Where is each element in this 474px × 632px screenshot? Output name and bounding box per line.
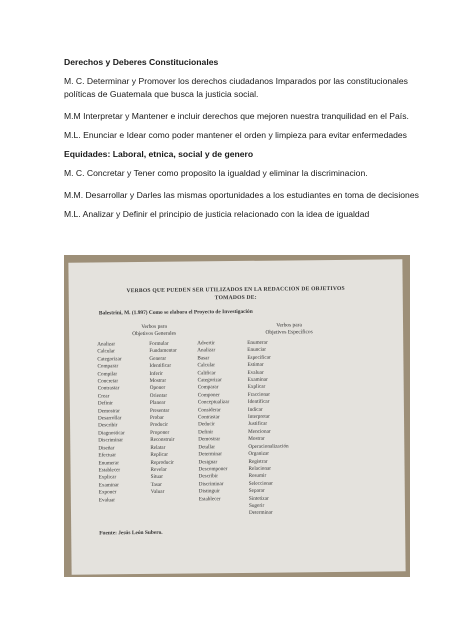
verb-item: Revelar xyxy=(150,466,167,473)
verb-item: Basar xyxy=(197,355,210,362)
verb-item: Categorizar xyxy=(97,356,122,363)
verb-item: Fundamentar xyxy=(149,348,177,355)
heading-rights: Derechos y Deberes Constitucionales xyxy=(64,57,219,67)
verb-item: Examinar xyxy=(98,481,119,489)
verb-item: Presentar xyxy=(149,407,170,414)
verb-item: Generar xyxy=(149,355,167,362)
verb-item: Indicar xyxy=(247,406,263,413)
paragraph-5: M.M. Desarrollar y Darles las mismas oportunidades a los estudiantes en toma de decisiones xyxy=(64,190,419,200)
verb-item: Contrastar xyxy=(97,385,120,392)
verb-item: Crear xyxy=(97,393,110,400)
verb-item: Calcular xyxy=(197,362,216,369)
paragraph-2: M.M Interpretar y Mantener e incluir derechos que mejoren nuestra tranquilidad en el País. xyxy=(64,111,409,121)
paragraph-1-line-1: M. C. Determinar y Promover los derechos ciudadanos Imparados por las constitucionales xyxy=(64,76,408,86)
verb-item: Interpretar xyxy=(247,413,270,420)
verb-item: Orientar xyxy=(149,392,168,399)
header-general-objectives xyxy=(109,323,199,338)
verb-item: Operacionalización xyxy=(248,443,289,450)
verb-item: Formular xyxy=(149,340,169,347)
verb-item: Componer xyxy=(197,392,220,399)
verb-item: Calificar xyxy=(197,369,216,377)
verb-item: Probar xyxy=(149,414,164,421)
verb-item: Describir xyxy=(198,473,218,480)
paragraph-6: M.L. Analizar y Definir el principio de justicia relacionado con la idea de igualdad xyxy=(64,209,370,219)
verb-item: Demostrar xyxy=(97,407,120,415)
verb-item: Examinar xyxy=(247,376,268,383)
verb-item: Describir xyxy=(98,422,118,429)
verb-item: Analizar xyxy=(197,347,216,354)
verb-item: Explicar xyxy=(98,474,117,481)
verb-item: Definir xyxy=(198,429,214,436)
verb-item: Mostrar xyxy=(149,377,167,384)
verb-item: Replicar xyxy=(150,451,169,459)
verb-item: Estimar xyxy=(247,361,264,369)
verb-item: Designar xyxy=(198,458,218,465)
verb-item: Analizar xyxy=(97,341,116,348)
verb-item: Categorizar xyxy=(197,377,222,384)
verb-item: Inferir xyxy=(149,370,163,377)
verb-item: Enumerar xyxy=(247,339,268,346)
verb-item: Sugerir xyxy=(248,502,265,509)
verb-item: Efectuar xyxy=(98,452,117,459)
photo-title-line-2: TOMADOS DE: xyxy=(214,294,257,302)
verb-item: Separar xyxy=(248,487,265,495)
verb-item: Seleccionar xyxy=(248,480,273,487)
photo-subtitle: Balestrini, M. (1.997) Como se elabora el Proyecto de Investigación xyxy=(98,308,253,317)
paragraph-1-line-2: políticas de Guatemala que busca la justicia social. xyxy=(64,89,259,99)
verb-item: Reproducir xyxy=(150,459,174,466)
verb-item: Contrastar xyxy=(197,414,220,421)
column-specific-2 xyxy=(247,339,289,517)
verb-item: Relatar xyxy=(150,444,166,451)
verb-item: Enumerar xyxy=(98,459,119,466)
verb-item: Oponer xyxy=(149,385,166,392)
photo-paper-sheet xyxy=(68,259,405,574)
header-general-text: Verbos para Objetivos Generales xyxy=(132,323,177,337)
verb-item: Organizar xyxy=(248,450,270,457)
verb-item: Discriminar xyxy=(198,480,224,488)
verb-item: Detallar xyxy=(198,443,216,451)
verb-item: Situar xyxy=(150,474,164,481)
verb-item: Identificar xyxy=(247,398,270,406)
column-specific-1 xyxy=(197,340,230,503)
verb-item: Determinar xyxy=(198,451,223,458)
verb-item: Demostrar xyxy=(198,436,221,443)
verb-item: Especificar xyxy=(247,354,271,361)
verb-item: Identificar xyxy=(149,362,172,370)
verb-item: Conceptualizar xyxy=(197,399,230,406)
column-general-2 xyxy=(149,341,178,497)
verb-item: Justificar xyxy=(248,421,268,428)
paragraph-3: M.L. Enunciar e Idear como poder mantener el orden y limpieza para evitar enfermedades xyxy=(64,130,407,140)
verb-item: Mencionar xyxy=(248,428,271,435)
verb-item: Planear xyxy=(149,399,166,407)
verbs-table-photo xyxy=(64,255,410,577)
verb-item: Enunciar xyxy=(247,347,267,354)
verb-item: Considerar xyxy=(197,406,221,414)
verb-item: Comparar xyxy=(97,363,119,370)
verb-item: Exponer xyxy=(98,489,117,496)
verb-item: Evaluar xyxy=(247,369,264,376)
verb-item: Mostrar xyxy=(248,435,265,443)
verb-item: Relacionar xyxy=(248,465,272,472)
header-specific-text: Verbos para Objetivos Específicos xyxy=(265,322,313,336)
verb-item: Calcular xyxy=(97,348,115,355)
header-specific-objectives xyxy=(244,322,334,337)
verb-item: Descomponer xyxy=(198,466,228,473)
verb-item: Establecer xyxy=(98,467,121,474)
verb-item: Evaluar xyxy=(98,496,116,503)
verb-item: Distinguir xyxy=(198,488,220,495)
verb-item: Resumir xyxy=(248,473,267,480)
verb-item: Diseñar xyxy=(98,444,115,452)
verb-item: Deducir xyxy=(198,421,215,428)
verb-item: Reconstruir xyxy=(150,436,175,444)
verb-item: Tasar xyxy=(150,481,162,488)
verb-item: Registrar xyxy=(248,458,268,465)
verb-item: Discriminar xyxy=(98,437,124,444)
photo-title-line-1: VERBOS QUE PUEDEN SER UTILIZADOS EN LA REDACCION DE OBJETIVOS xyxy=(126,285,345,295)
verb-item: Proponer xyxy=(150,429,170,436)
photo-footer-source: Fuente: Jesús León Subero. xyxy=(99,529,163,537)
heading-equity: Equidades: Laboral, etnica, social y de genero xyxy=(64,149,254,159)
verb-item: Establecer xyxy=(198,495,221,502)
verb-item: Concretar xyxy=(97,378,119,385)
verb-item: Comparar xyxy=(197,384,219,391)
verb-item: Compilar xyxy=(97,370,118,378)
verb-item: Sintetizar xyxy=(248,495,269,502)
verb-item: Desarrollar xyxy=(97,415,122,422)
verb-item: Explicar xyxy=(247,384,266,391)
paragraph-4: M. C. Concretar y Tener como proposito la igualdad y eliminar la discriminacion. xyxy=(64,168,368,178)
verb-item: Fraccionar xyxy=(247,391,270,398)
column-general-1 xyxy=(97,341,125,504)
verb-item: Advertir xyxy=(197,340,215,347)
verb-item: Determinar xyxy=(248,509,273,517)
verb-item: Valuar xyxy=(150,488,165,496)
verb-item: Diagnosticar xyxy=(98,430,125,437)
verb-item: Producir xyxy=(150,422,168,429)
verb-item: Definir xyxy=(97,400,113,407)
